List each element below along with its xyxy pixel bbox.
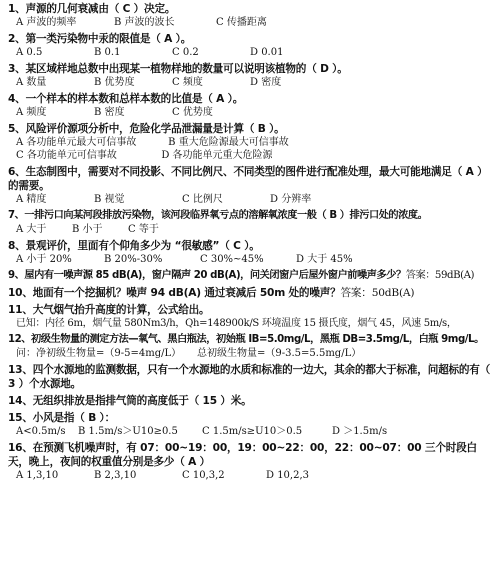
option-c: C 1.5m/s≥U10＞0.5 <box>202 426 303 437</box>
option-b: B 视觉 <box>94 194 125 205</box>
question-title: 8、景观评价，里面有个仰角多少为 “很敏感”（ C ）。 <box>8 240 260 252</box>
option-c: C 传播距离 <box>216 17 267 28</box>
option-b: B 声波的波长 <box>114 17 175 28</box>
question-7 <box>8 209 494 236</box>
question-12 <box>8 333 494 360</box>
answer-line: 问：净初级生物量=（9-5=4mg/L） 总初级生物量=（9-3.5=5.5mg/L） <box>16 348 362 359</box>
options <box>8 193 494 206</box>
options <box>8 425 494 438</box>
question-8 <box>8 239 494 266</box>
question-4 <box>8 92 494 119</box>
question-title <box>8 286 494 300</box>
question-3 <box>8 62 494 89</box>
question-10 <box>8 286 494 300</box>
answer-text: 答案：50dB(A) <box>340 287 415 299</box>
option-b: B 优势度 <box>94 77 135 88</box>
option-c: C 等于 <box>128 224 159 235</box>
question-15 <box>8 411 494 438</box>
option-b: B 小于 <box>72 224 103 235</box>
given-line: 已知：内径 6m，烟气量 580Nm3/h，Qh=148900k/S 环境温度 15 摄氏度，烟气 45，风速 5m/s， <box>16 318 457 329</box>
question-5 <box>8 122 494 162</box>
options <box>8 106 494 119</box>
option-b: B 2,3,10 <box>94 470 137 481</box>
question-2 <box>8 32 494 59</box>
option-a: A 0.5 <box>16 47 43 58</box>
option-a: A 小于 20% <box>16 254 72 265</box>
question-title: 5、风险评价源项分析中，危险化学品泄漏量是计算（ B ）。 <box>8 123 285 135</box>
question-title: 11、大气烟气抬升高度的计算，公式给出。 <box>8 304 210 316</box>
question-title: 12、初级生物量的测定方法—氧气、黑白瓶法，初始瓶 IB=5.0mg/L，黑瓶 DB=3.5mg/L，白瓶 9mg/L。 <box>8 334 484 345</box>
question-title: 3、某区域样地总数中出现某一植物样地的数量可以说明该植物的（ D ）。 <box>8 63 348 75</box>
option-d: D ＞1.5m/s <box>332 426 388 437</box>
option-d: D 0.01 <box>250 47 284 58</box>
question-11 <box>8 303 494 330</box>
options <box>8 76 494 89</box>
options <box>8 16 494 29</box>
answer-text: 答案：59dB(A) <box>405 270 475 281</box>
question-13 <box>8 363 494 391</box>
question-1 <box>8 2 494 29</box>
question-title: 2、第一类污染物中汞的限值是（ A ）。 <box>8 33 192 45</box>
option-c: C 优势度 <box>172 107 213 118</box>
option-b: B 1.5m/s＞U10≥0.5 <box>78 426 178 437</box>
option-a: A 1,3,10 <box>16 470 59 481</box>
question-title <box>8 269 494 283</box>
question-title: 14、无组织排放是指排气筒的高度低于（ 15 ）米。 <box>8 395 252 407</box>
option-d: D 10,2,3 <box>266 470 310 481</box>
option-d: D 分辨率 <box>270 194 312 205</box>
option-a: A 大于 <box>16 224 47 235</box>
option-line: C 各功能单元可信事故 D 各功能单元重大危险源 <box>16 150 273 161</box>
options <box>8 469 494 482</box>
question-title: 13、四个水源地的监测数据，只有一个水源地的水质和标准的一边大，其余的都大于标准，问超标的有（ 3 ）个水源地。 <box>8 364 491 390</box>
option-b: B 20%-30% <box>104 254 163 265</box>
question-title: 4、一个样本的样本数和总样本数的比值是（ A ）。 <box>8 93 244 105</box>
question-9 <box>8 269 494 283</box>
option-a: A 声波的频率 <box>16 17 77 28</box>
option-a: A<0.5m/s <box>16 426 66 437</box>
question-title: 1、声源的几何衰减由（ C ）决定。 <box>8 3 176 15</box>
question-16 <box>8 441 494 482</box>
option-c: C 10,3,2 <box>182 470 225 481</box>
question-14 <box>8 394 494 408</box>
option-d: D 密度 <box>250 77 282 88</box>
option-c: C 0.2 <box>172 47 199 58</box>
option-d: D 大于 45% <box>296 254 353 265</box>
option-line: A 各功能单元最大可信事故 B 重大危险源最大可信事故 <box>16 137 289 148</box>
options <box>8 253 494 266</box>
question-title: 7、一排污口向某河段排放污染物，该河段临界氧亏点的溶解氧浓度一般（ B ）排污口处的浓度。 <box>8 210 428 221</box>
option-a: A 精度 <box>16 194 47 205</box>
question-title: 6、生态制图中，需要对不同投影、不同比例尺、不同类型的图件进行配准处理，最大可能地满足（ A ）的需要。 <box>8 166 488 192</box>
question-text: 10、地面有一个挖掘机？噪声 94 dB(A) 通过衰减后 50m 处的噪声？ <box>8 287 341 299</box>
question-text: 9、屋内有一噪声源 85 dB(A)，窗户隔声 20 dB(A)，问关闭窗户后屋外窗户前噪声多少？ <box>8 270 406 281</box>
option-c: C 30%~45% <box>200 254 264 265</box>
option-a: A 数量 <box>16 77 47 88</box>
option-c: C 频度 <box>172 77 203 88</box>
question-6 <box>8 165 494 206</box>
option-c: C 比例尺 <box>182 194 223 205</box>
options <box>8 223 494 236</box>
question-title: 15、小风是指（ B ）： <box>8 412 116 424</box>
options <box>8 46 494 59</box>
option-a: A 频度 <box>16 107 47 118</box>
option-b: B 密度 <box>94 107 125 118</box>
question-title: 16、在预测飞机噪声时，有 07：00~19：00，19：00~22：00，22：00~07：00 三个时段白天，晚上，夜间的权重值分别是多少（ A ） <box>8 442 477 468</box>
option-b: B 0.1 <box>94 47 121 58</box>
